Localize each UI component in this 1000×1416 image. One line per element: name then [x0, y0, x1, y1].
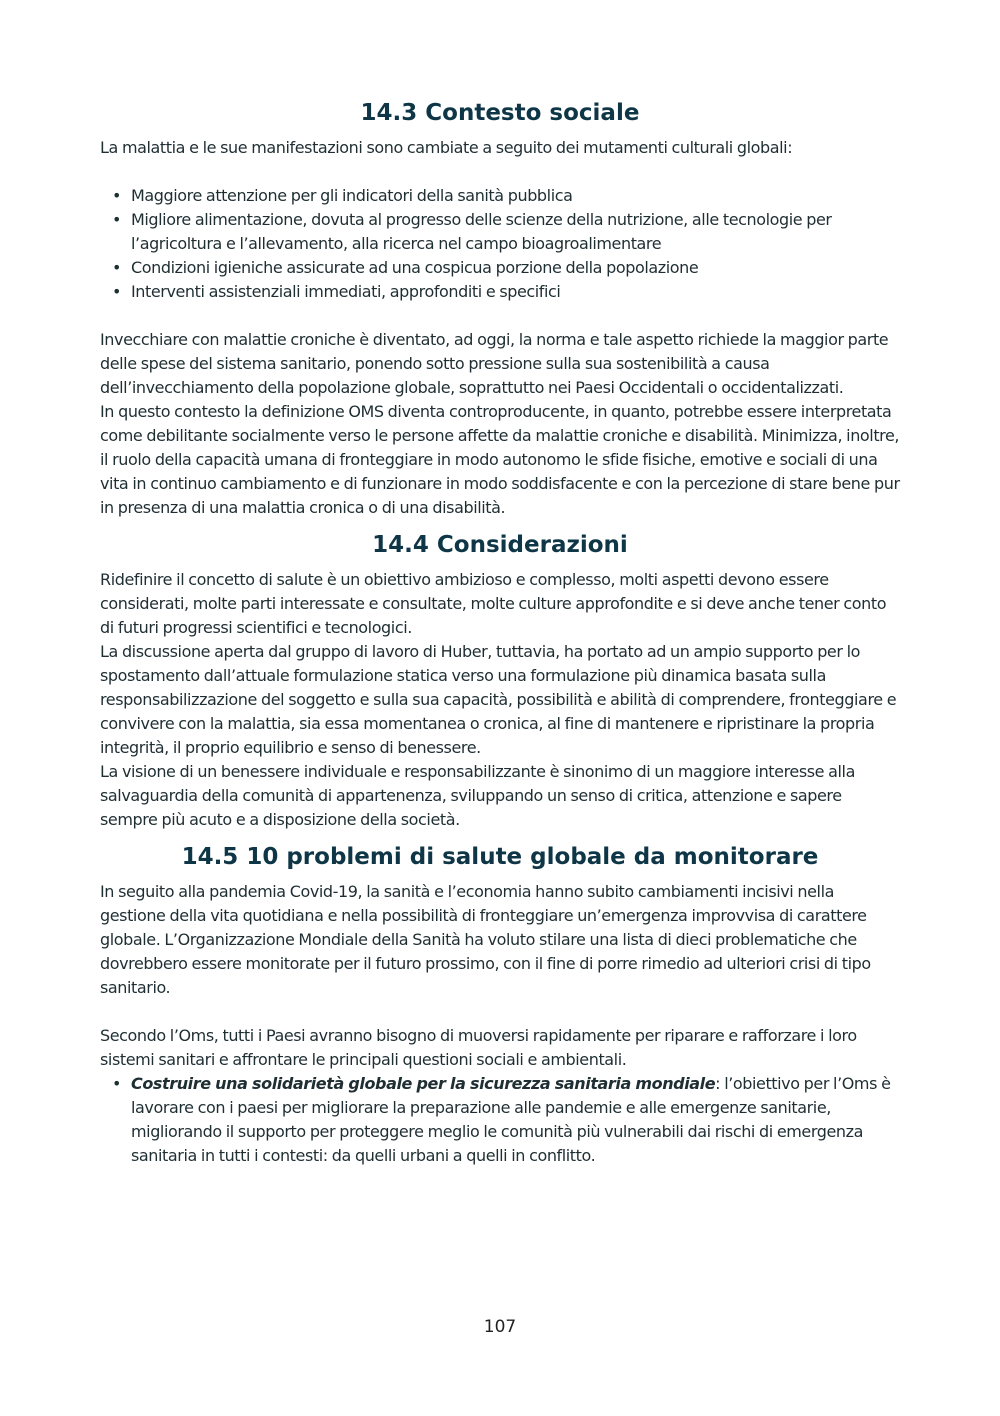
section-14-4-paragraph-2: La discussione aperta dal gruppo di lavoro di Huber, tuttavia, ha portato ad un ampio supporto per lo spostamento dall’attuale formulazione statica verso una formulazione più dinamica basata sulla responsabilizzazione del soggetto e sulla sua capacità, possibilità e abilità di comprendere, fronteggiare e convivere con la malattia, sia essa momentanea o cronica, al fine di mantenere e ripristinare la propria integrità, il proprio equilibrio e senso di benessere. [100, 642, 897, 757]
section-14-4-paragraph-3: La visione di un benessere individuale e responsabilizzante è sinonimo di un maggiore interesse alla salvaguardia della comunità di appartenenza, sviluppando un senso di critica, attenzione e sapere sempre più acuto e a disposizione della società. [100, 762, 855, 829]
section-heading-14-4: 14.4 Considerazioni [372, 532, 628, 558]
document-page [100, 96, 900, 1168]
list-item-text: Condizioni igieniche assicurate ad una cospicua porzione della popolazione [131, 258, 699, 277]
bullet-icon: • [112, 282, 122, 301]
list-item-text: Migliore alimentazione, dovuta al progresso delle scienze della nutrizione, alle tecnologie per l’agricoltura e l’allevamento, alla ricerca nel campo bioagroalimentare [131, 210, 832, 253]
page-number: 107 [483, 1317, 517, 1337]
section-14-3-paragraph-1: Invecchiare con malattie croniche è diventato, ad oggi, la norma e tale aspetto richiede la maggior parte delle spese del sistema sanitario, ponendo sotto pressione sulla sua sostenibilità a causa dell’invecchiamento della popolazione globale, soprattutto nei Paesi Occidentali o occidentalizzati. [100, 330, 889, 397]
list-item [100, 184, 900, 208]
bullet-icon: • [112, 258, 122, 277]
section-heading-14-3: 14.3 Contesto sociale [360, 100, 640, 126]
section-14-3-bullet-list [100, 184, 900, 304]
list-item-bold-lead: Costruire una solidarietà globale per la sicurezza sanitaria mondiale [131, 1074, 716, 1093]
section-14-5-paragraph-1: In seguito alla pandemia Covid-19, la sanità e l’economia hanno subito cambiamenti incisivi nella gestione della vita quotidiana e nella possibilità di fronteggiare un’emergenza improvvisa di carattere globale. L’Organizzazione Mondiale della Sanità ha voluto stilare una lista di dieci problematiche che dovrebbero essere monitorate per il futuro prossimo, con il fine di porre rimedio ad ulteriori crisi di tipo sanitario. [100, 882, 871, 997]
section-heading-14-5: 14.5 10 problemi di salute globale da monitorare [181, 844, 819, 870]
section-14-3-paragraph-2: In questo contesto la definizione OMS diventa controproducente, in quanto, potrebbe essere interpretata come debilitante socialmente verso le persone affette da malattie croniche e disabilità. Minimizza, inoltre, il ruolo della capacità umana di fronteggiare in modo autonomo le sfide fisiche, emotive e sociali di una vita in continuo cambiamento e di funzionare in modo soddisfacente e con la percezione di stare bene pur in presenza di una malattia cronica o di una disabilità. [100, 402, 900, 517]
list-item [100, 256, 900, 280]
list-item-text: : l’obiettivo per l’Oms è lavorare con i paesi per migliorare la preparazione alle pandemie e alle emergenze sanitarie, migliorando il supporto per proteggere meglio le comunità più vulnerabili dai rischi di emergenza sanitaria in tutti i contesti: da quelli urbani a quelli in conflitto. [131, 1074, 891, 1165]
section-14-4-paragraph-1: Ridefinire il concetto di salute è un obiettivo ambizioso e complesso, molti aspetti devono essere considerati, molte parti interessate e consultate, molte culture approfondite e si deve anche tener conto di futuri progressi scientifici e tecnologici. [100, 570, 887, 637]
list-item-text: Interventi assistenziali immediati, approfonditi e specifici [131, 282, 561, 301]
list-item [100, 280, 900, 304]
bullet-icon: • [112, 1074, 122, 1093]
list-item-text: Maggiore attenzione per gli indicatori della sanità pubblica [131, 186, 573, 205]
section-14-5-paragraph-2: Secondo l’Oms, tutti i Paesi avranno bisogno di muoversi rapidamente per riparare e rafforzare i loro sistemi sanitari e affrontare le principali questioni sociali e ambientali. [100, 1026, 857, 1069]
bullet-icon: • [112, 186, 122, 205]
bullet-icon: • [112, 210, 122, 229]
list-item [100, 1072, 900, 1168]
section-14-5-bullet-list [100, 1072, 900, 1168]
section-14-3-intro: La malattia e le sue manifestazioni sono cambiate a seguito dei mutamenti culturali globali: [100, 138, 793, 157]
list-item [100, 208, 900, 256]
